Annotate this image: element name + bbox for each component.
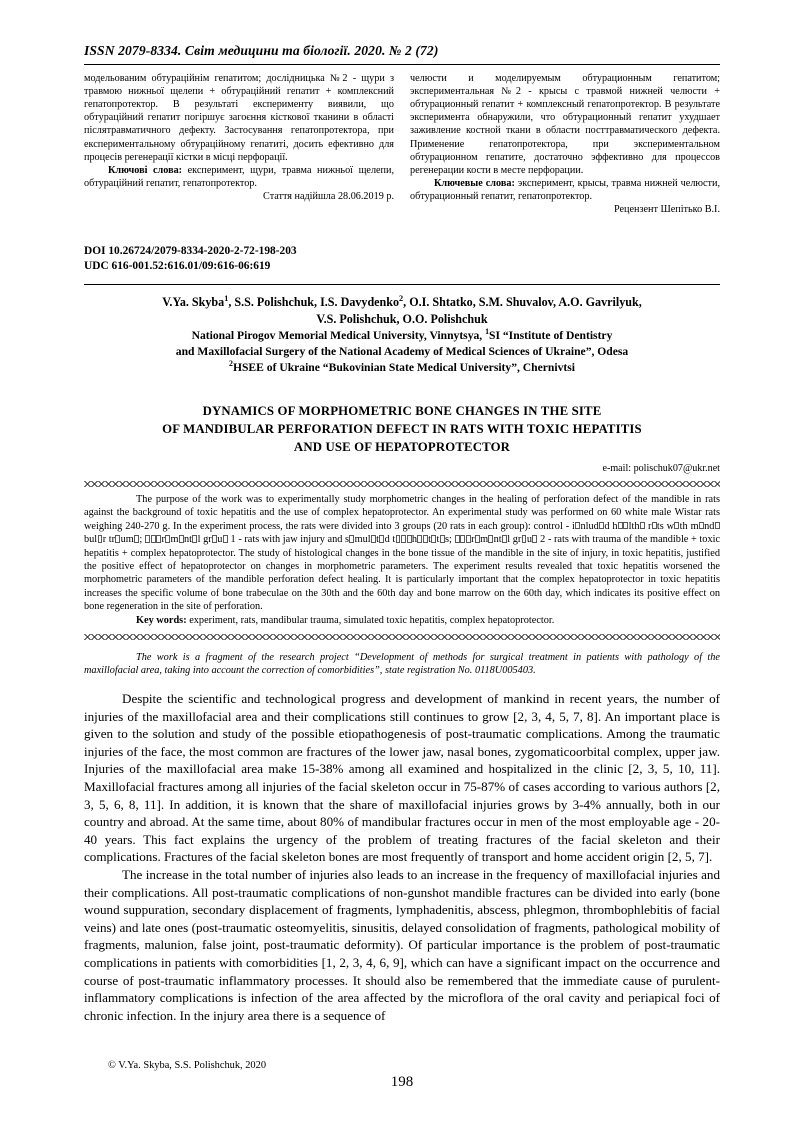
affiliation-line-2: and Maxillofacial Surgery of the National Academy of Medical Sciences of Ukraine”, Odesa [175,344,629,358]
running-head: ISSN 2079-8334. Світ медицини та біології. 2020. № 2 (72) [84,43,439,58]
english-keywords-text: experiment, rats, mandibular trauma, simulated toxic hepatitis, complex hepatoprotector. [186,615,555,627]
affiliation-line-1 [84,328,720,344]
ukrainian-keywords [84,164,394,190]
russian-reviewer: Рецензент Шепітько В.І. [613,204,720,216]
abstract-part-1: The purpose of the work was to experimentally study morphometric changes in the healing of perforation defect of the mandible in rats against the background of toxic hepatitis and the use of complex hepatoprotector. An experimental study was performed on 60 white male Wistar rats weighing 240-270 g. In the experiment process, the rats were divided into 3 groups (20 rats in each group): control - [84,494,720,532]
abstract-part-3: 2 - rats with trauma of the mandible + toxic hepatitis + complex hepatoprotector. The study of histological changes in the bone tissue of the mandible in the site of injury, in toxic hepatitis, justified the positive effect of hepatoprotector on changes in morphometric parameters. The experiment results revealed that toxic hepatitis worsened the morphometric parameters of the mandible perforation defect healing. It is particularly important that the complex hepatoprotector in toxic hepatitis increases the specific volume of bone trabeculae on the 30th and the 60th day and bone marrow on the 60th day, which indicates its positive effect on bone regeneration in the site of perforation. [84,534,721,613]
page-footer [84,1060,720,1104]
ukrainian-received-date: Стаття надійшла 28.06.2019 р. [263,190,394,202]
udc-line: UDC 616-001.52:616.01/09:616-06:619 [84,260,271,273]
abstract-degraded-text-2: s mul t d t h t t s; r m nt l gr u [345,534,538,545]
identifier-rule [84,284,720,285]
identifier-block [84,244,720,274]
running-head-rule [84,64,720,65]
russian-abstract-body: челюсти и моделируемым обтурационным гепатитом; экспериментальная №2 - крысы с травмой нижней челюсти + обтурационный гепатит + комплексный гепатопротектор. В результате эксперимента обнаружили, что обтурационный гепатит ухудшает заживление костной ткани в области посттравматического дефекта. Применение гепатопротектора, при экспериментальном обтурационном гепатите, достаточно эффективно для процессов регенерации кости в месте перфорации. [410,72,720,176]
article-body [84,690,720,1025]
affiliation-line-1-part-1: National Pirogov Memorial Medical University, Vinnytsya, [191,328,486,342]
russian-keywords-text: эксперимент, крысы, травма нижней челюсти, обтурационный гепатит, гепатопротектор. [410,177,720,202]
author-line-1-part-1: V.Ya. Skyba [162,295,225,310]
page-content [84,0,720,1025]
english-abstract [84,493,720,628]
project-funding-note [84,651,720,678]
abstract-column-russian [410,72,720,216]
affiliation-line-1-part-2: SI “Institute of Dentistry [489,328,613,342]
bilingual-abstract-columns [84,72,720,216]
affiliation-line-3 [84,360,720,376]
russian-keywords-label: Ключевые слова: [434,177,515,189]
title-line-1: DYNAMICS OF MORPHOMETRIC BONE CHANGES IN THE SITE [202,403,602,418]
article-title [84,402,720,456]
wavy-separator-top [84,480,720,487]
affiliation-marker-1: 1 [485,326,490,336]
author-list [84,294,720,327]
affiliation-list [84,328,720,376]
ukrainian-abstract-body: модельованим обтураційнім гепатитом; дослідницька №2 - щури з травмою нижньої щелепи + обтураційний гепатит + комплексний гепатопротектор. В результаті експерименту виявили, що обтураційний гепатит погіршує загоєння кісткової тканини в області післятравматичного дефекту. Застосування гепатопротектора, при експериментальному обтураційному гепатиті, досить ефективно для процесів регенерації кістки в місці перфорації. [84,72,394,163]
author-line-1-part-3: , O.I. Shtatko, S.M. Shuvalov, A.O. Gavrilyuk, [403,295,642,310]
title-line-2: OF MANDIBULAR PERFORATION DEFECT IN RATS WITH TOXIC HEPATITIS [162,421,642,436]
author-affiliation-marker-2: 2 [399,294,404,304]
abstract-column-ukrainian [84,72,394,216]
author-line-1 [84,294,720,311]
author-line-1-part-2: , S.S. Polishchuk, I.S. Davydenko [228,295,400,310]
copyright-notice: © V.Ya. Skyba, S.S. Polishchuk, 2020 [108,1060,267,1071]
abstract-degraded-text-1: i nlud d h lth r ts w th m ndbul r tr um ; r m nt l gr u [84,521,720,545]
wavy-separator-bottom [84,634,720,641]
page-number: 198 [390,1074,414,1090]
affiliation-marker-2: 2 [229,358,233,368]
english-keywords [84,614,720,627]
contact-email[interactable]: e-mail: polischuk07@ukr.net [602,463,720,475]
english-keywords-label: Key words: [136,615,187,627]
author-line-2: V.S. Polishchuk, O.O. Polishchuk [316,312,488,327]
project-note-text: The work is a fragment of the research project “Development of methods for surgical treatment in patients with pathology of the maxillofacial area, taking into account the correction of comorbidities”, state registration No. 0118U005403. [84,651,720,677]
body-paragraph: Despite the scientific and technological progress and development of mankind in recent years, the number of injuries of the maxillofacial area and their complications still continues to grow [2, 3, 4, 5, 7, 8]. An important place is given to the solution and study of the possible etiopathogenesis of post-traumatic complications. Among the traumatic injuries of the face, the most common are fractures of the lower jaw, nasal bones, zygomaticoorbital complex, upper jaw. Injuries of the maxillofacial area make 15-38% among all examined and hospitalized in the clinic [2, 3, 5, 10, 11]. Maxillofacial fractures among all injuries of the facial skeleton occur in 75-87% of cases according to various authors [2, 3, 5, 6, 8, 11]. In addition, it is known that the share of maxillofacial injuries grows by 3-4% annually, both in our country and abroad. At the same time, about 80% of mandibular fractures occur in men of the most employable age - 20-40 years. This fact explains the urgency of the problem of treating fractures of the facial skeleton and their complications. Fractures of the facial skeleton bones are most frequently of transport and home accident origin [2, 5, 7]. [84,690,720,865]
author-affiliation-marker-1: 1 [224,294,229,304]
body-paragraph: The increase in the total number of injuries also leads to an increase in the frequency of maxillofacial injuries and their complications. All post-traumatic complications of non-gunshot mandible fractures can be divided into early (bone wound suppuration, secondary displacement of fragments, lymphadenitis, abscess, phlegmon, thrombophlebitis of facial veins) and late ones (post-traumatic osteomyelitis, sinusitis, delayed consolidation of fragments, pathological mobility of fragments, malunion, false joint, post-traumatic deformity). Of particular importance is the problem of post-traumatic complications in patients with comorbidities [1, 2, 3, 4, 6, 9], which can have a significant impact on the occurrence and course of post-traumatic inflammatory processes. It should also be remembered that the immediate cause of purulent-inflammatory complications is infection of the area affected by the microflora of the oral cavity and periapical foci of chronic infection. In the injury area there is a sequence of [84,867,720,1023]
affiliation-line-3-text: HSEE of Ukraine “Bukovinian State Medical University”, Chernivtsi [232,360,575,374]
title-line-3: AND USE OF HEPATOPROTECTOR [293,439,511,454]
russian-keywords [410,177,720,203]
doi-line: DOI 10.26724/2079-8334-2020-2-72-198-203 [84,245,297,258]
abstract-part-2: 1 - rats with jaw injury and [227,534,346,546]
english-abstract-text [84,493,720,613]
ukrainian-keywords-label: Ключові слова: [108,164,183,176]
ukrainian-keywords-text: експеримент, щури, травма нижньої щелепи, обтураційний гепатит, гепатопротектор. [84,164,394,189]
